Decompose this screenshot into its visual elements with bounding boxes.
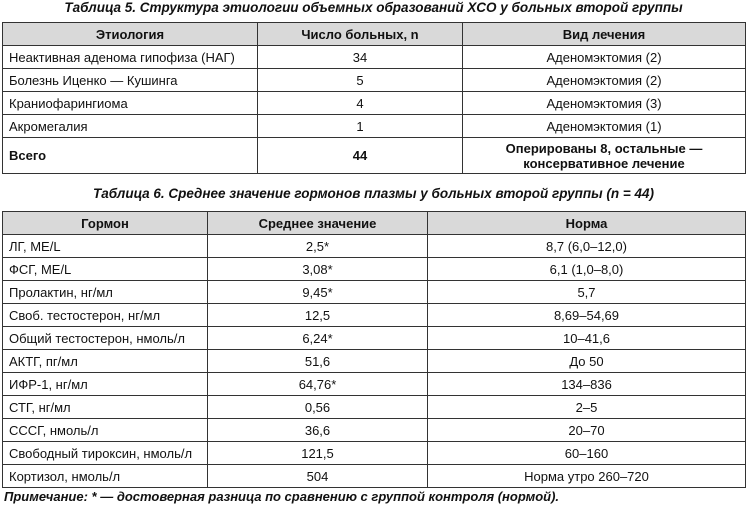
footnote [4,489,559,504]
table6-header-mean: Среднее значение [208,212,428,235]
hormone-cell: Общий тестостерон, нмоль/л [3,327,208,350]
table-row [3,396,746,419]
table-row [3,92,746,115]
table6-header-norm: Норма [428,212,746,235]
etiology-cell: Краниофарингиома [3,92,258,115]
table5-header-etiology: Этиология [3,23,258,46]
table-row [3,373,746,396]
mean-cell: 51,6 [208,350,428,373]
hormone-cell: АКТГ, пг/мл [3,350,208,373]
table6 [2,211,746,488]
count-cell: 4 [258,92,463,115]
table6-header-row [3,212,746,235]
treatment-cell: Аденомэктомия (1) [463,115,746,138]
mean-cell: 121,5 [208,442,428,465]
footnote-text: * — достоверная разница по сравнению с группой контроля (нормой). [87,489,560,504]
count-cell: 1 [258,115,463,138]
table-row [3,442,746,465]
table5 [2,22,746,174]
norm-cell: 134–836 [428,373,746,396]
treatment-cell: Аденомэктомия (3) [463,92,746,115]
norm-cell: 20–70 [428,419,746,442]
treatment-cell: Аденомэктомия (2) [463,46,746,69]
table5-total-row [3,138,746,174]
mean-cell: 0,56 [208,396,428,419]
mean-cell: 12,5 [208,304,428,327]
hormone-cell: ЛГ, МЕ/L [3,235,208,258]
table-row [3,327,746,350]
mean-cell: 9,45* [208,281,428,304]
total-label: Всего [3,138,258,174]
etiology-cell: Неактивная аденома гипофиза (НАГ) [3,46,258,69]
table-row [3,258,746,281]
mean-cell: 64,76* [208,373,428,396]
mean-cell: 3,08* [208,258,428,281]
table-row [3,281,746,304]
mean-cell: 6,24* [208,327,428,350]
hormone-cell: Своб. тестостерон, нг/мл [3,304,208,327]
norm-cell: 8,7 (6,0–12,0) [428,235,746,258]
table-row [3,465,746,488]
hormone-cell: Кортизол, нмоль/л [3,465,208,488]
table6-header-hormone: Гормон [3,212,208,235]
table-row [3,115,746,138]
hormone-cell: СТГ, нг/мл [3,396,208,419]
mean-cell: 504 [208,465,428,488]
table5-header-row [3,23,746,46]
norm-cell: 8,69–54,69 [428,304,746,327]
hormone-cell: ИФР-1, нг/мл [3,373,208,396]
norm-cell: 2–5 [428,396,746,419]
table-row [3,69,746,92]
norm-cell: 6,1 (1,0–8,0) [428,258,746,281]
table5-caption: Таблица 5. Структура этиологии объемных образований ХСО у больных второй группы [64,0,683,15]
count-cell: 34 [258,46,463,69]
table5-header-count: Число больных, n [258,23,463,46]
footnote-label: Примечание: [4,489,88,504]
hormone-cell: ФСГ, МЕ/L [3,258,208,281]
norm-cell: Норма утро 260–720 [428,465,746,488]
total-treatment: Оперированы 8, остальные — консервативное лечение [463,138,746,174]
norm-cell: 10–41,6 [428,327,746,350]
table-row [3,304,746,327]
count-cell: 5 [258,69,463,92]
etiology-cell: Акромегалия [3,115,258,138]
table-row [3,235,746,258]
hormone-cell: Пролактин, нг/мл [3,281,208,304]
norm-cell: 60–160 [428,442,746,465]
norm-cell: До 50 [428,350,746,373]
table6-caption: Таблица 6. Среднее значение гормонов плазмы у больных второй группы (n = 44) [92,186,655,201]
table-row [3,350,746,373]
norm-cell: 5,7 [428,281,746,304]
total-count: 44 [258,138,463,174]
mean-cell: 2,5* [208,235,428,258]
table-row [3,419,746,442]
table5-header-treatment: Вид лечения [463,23,746,46]
treatment-cell: Аденомэктомия (2) [463,69,746,92]
table-row [3,46,746,69]
hormone-cell: СССГ, нмоль/л [3,419,208,442]
hormone-cell: Свободный тироксин, нмоль/л [3,442,208,465]
mean-cell: 36,6 [208,419,428,442]
etiology-cell: Болезнь Иценко — Кушинга [3,69,258,92]
